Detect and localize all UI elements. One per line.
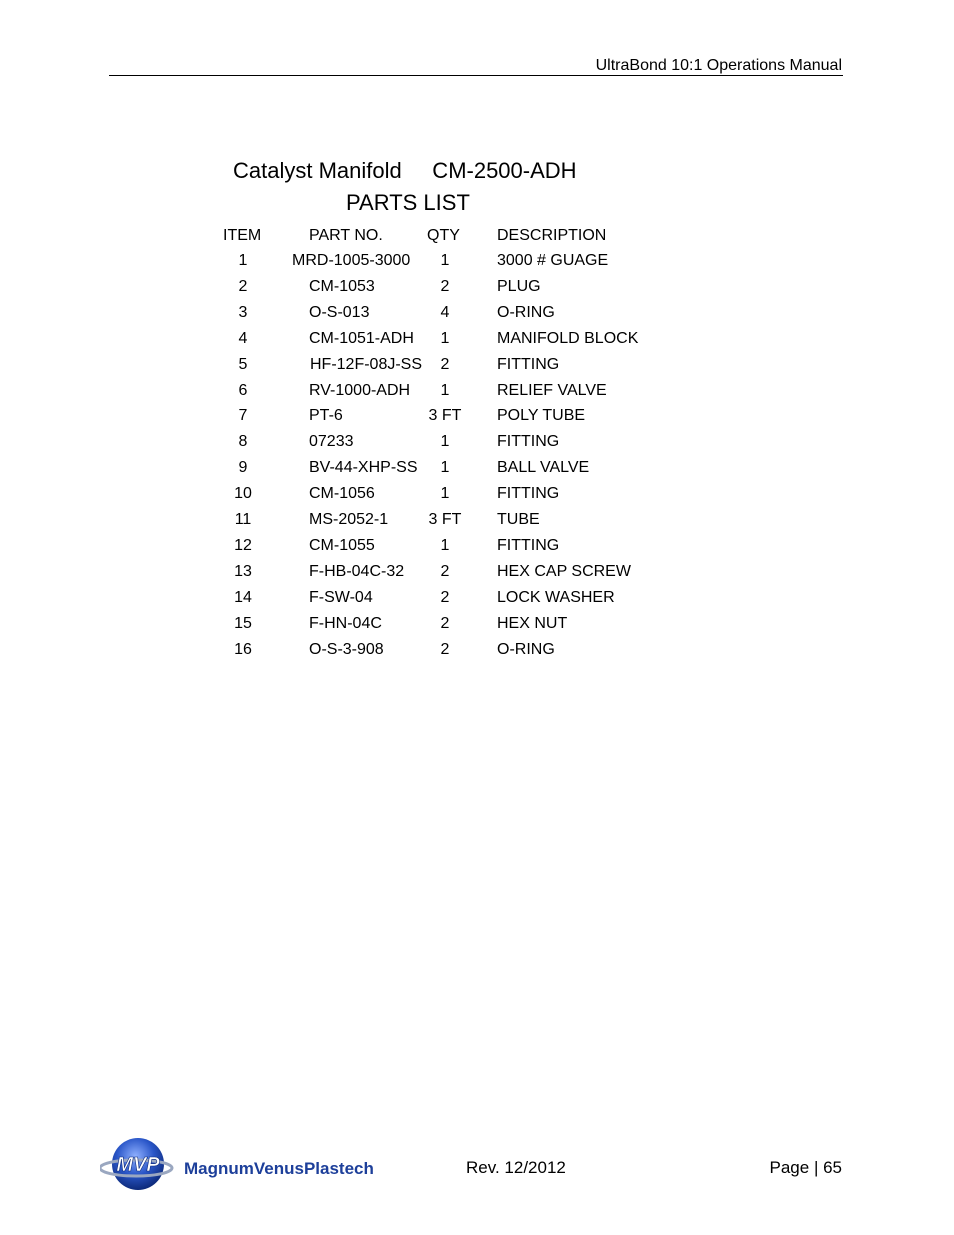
cell-qty: 2 [440, 277, 450, 295]
cell-part-no: HF-12F-08J-SS [310, 355, 423, 373]
cell-description: BALL VALVE [497, 459, 590, 477]
page-number: Page | 65 [769, 1158, 842, 1177]
cell-part-no: F-SW-04 [309, 588, 373, 606]
cell-item: 8 [238, 433, 248, 451]
header-rule [109, 75, 843, 76]
cell-description: O-RING [497, 640, 555, 658]
cell-qty: 1 [440, 252, 450, 269]
cell-part-no: F-HB-04C-32 [309, 562, 405, 580]
document-title: Catalyst Manifold CM-2500-ADH [233, 158, 577, 183]
cell-qty: 4 [440, 303, 450, 321]
column-header-description: DESCRIPTION [497, 227, 607, 244]
cell-qty: 1 [440, 329, 450, 347]
column-header-part-no: PART NO. [309, 227, 383, 244]
company-logo [100, 1134, 390, 1194]
cell-item: 10 [234, 485, 252, 503]
cell-description: FITTING [497, 485, 560, 503]
manual-title: UltraBond 10:1 Operations Manual [595, 57, 842, 74]
revision-date: Rev. 12/2012 [466, 1158, 566, 1177]
cell-item: 3 [238, 303, 248, 321]
cell-qty: 1 [440, 381, 450, 399]
cell-description: RELIEF VALVE [497, 381, 607, 399]
cell-description: FITTING [497, 355, 560, 373]
cell-part-no: 07233 [309, 433, 354, 451]
cell-item: 13 [234, 562, 252, 580]
logo-badge-text: MVP [116, 1154, 160, 1176]
cell-part-no: BV-44-XHP-SS [309, 459, 418, 477]
cell-item: 11 [234, 511, 252, 528]
cell-part-no: CM-1051-ADH [309, 329, 414, 347]
cell-description: POLY TUBE [497, 407, 586, 425]
cell-item: 9 [238, 459, 248, 477]
cell-qty: 2 [440, 588, 450, 606]
cell-item: 2 [238, 277, 248, 295]
cell-part-no: O-S-013 [309, 303, 370, 321]
column-header-qty: QTY [427, 227, 460, 244]
cell-part-no: O-S-3-908 [309, 640, 384, 658]
column-header-item: ITEM [223, 227, 262, 244]
cell-part-no: CM-1053 [309, 277, 375, 295]
cell-description: FITTING [497, 433, 560, 451]
cell-qty: 3 FT [428, 511, 462, 528]
cell-part-no: MS-2052-1 [309, 511, 389, 528]
logo-wordmark: MagnumVenusPlastech [184, 1159, 374, 1178]
cell-part-no: CM-1056 [309, 485, 375, 503]
document-subtitle: PARTS LIST [346, 190, 470, 215]
cell-item: 4 [238, 329, 248, 347]
cell-qty: 2 [440, 614, 450, 632]
mvp-logo-graphic [100, 1134, 390, 1194]
cell-part-no: RV-1000-ADH [309, 381, 411, 399]
cell-description: O-RING [497, 303, 555, 321]
cell-qty: 1 [440, 433, 450, 451]
cell-item: 7 [238, 407, 248, 425]
cell-description: HEX NUT [497, 614, 568, 632]
cell-qty: 2 [440, 562, 450, 580]
cell-qty: 1 [440, 459, 450, 477]
cell-qty: 3 FT [428, 407, 462, 425]
cell-item: 14 [234, 588, 252, 606]
cell-part-no: CM-1055 [309, 536, 375, 554]
cell-item: 6 [238, 381, 248, 399]
cell-item: 1 [238, 252, 248, 269]
cell-qty: 2 [440, 640, 450, 658]
cell-part-no: F-HN-04C [309, 614, 382, 632]
cell-qty: 2 [440, 355, 450, 373]
cell-description: MANIFOLD BLOCK [497, 329, 639, 347]
cell-item: 12 [234, 536, 252, 554]
cell-item: 15 [234, 614, 252, 632]
cell-description: 3000 # GUAGE [497, 252, 609, 269]
cell-item: 16 [234, 640, 252, 658]
cell-part-no: PT-6 [309, 407, 343, 425]
cell-description: FITTING [497, 536, 560, 554]
cell-part-no: MRD-1005-3000 [292, 252, 411, 269]
cell-qty: 1 [440, 536, 450, 554]
cell-qty: 1 [440, 485, 450, 503]
cell-description: PLUG [497, 277, 541, 295]
cell-description: LOCK WASHER [497, 588, 615, 606]
cell-item: 5 [238, 355, 248, 373]
cell-description: HEX CAP SCREW [497, 562, 631, 580]
cell-description: TUBE [497, 511, 540, 528]
